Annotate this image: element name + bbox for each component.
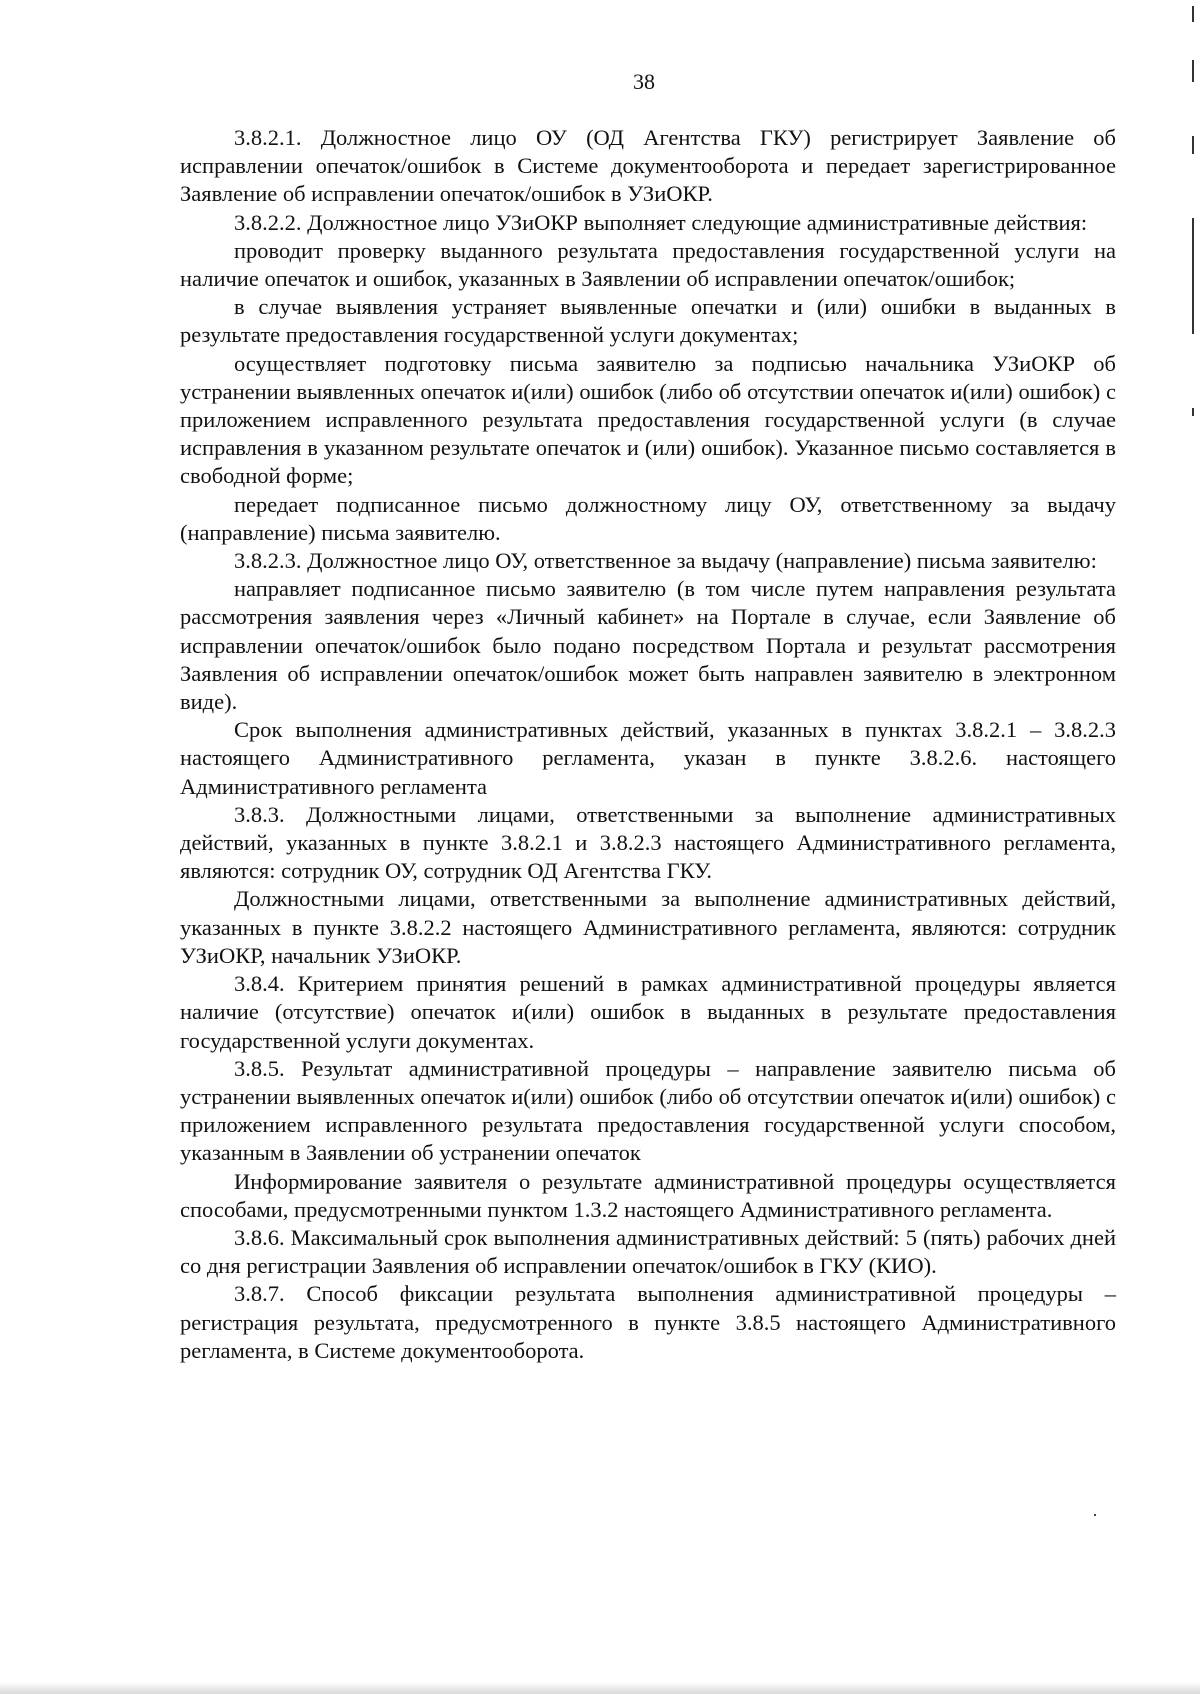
scan-edge-mark	[1192, 6, 1194, 22]
page-number: 38	[633, 69, 655, 94]
paragraph-3-8-3: 3.8.3. Должностными лицами, ответственными за выполнение административных действий, указанных в пункте 3.8.2.1 и 3.8.2.3 настоящего Административного регламента, являются: сотрудник ОУ, сотрудник ОД Агентства ГКУ.	[180, 801, 1116, 884]
paragraph-send-letter: направляет подписанное письмо заявителю (в том числе путем направления результата рассмотрения заявления через «Личный кабинет» на Портале в случае, если Заявление об исправлении опечаток/ошибок было подано посредством Портала и результат рассмотрения Заявления об исправлении опечаток/ошибок может быть направлен заявителю в электронном виде).	[180, 576, 1116, 715]
scan-edge-mark	[1192, 408, 1194, 416]
paragraph-3-8-7: 3.8.7. Способ фиксации результата выполнения административной процедуры – регистрация результата, предусмотренного в пункте 3.8.5 настоящего Административного регламента, в Системе документооборота.	[180, 1281, 1116, 1363]
paragraph-fix-errors: в случае выявления устраняет выявленные опечатки и (или) ошибки в выданных в результате предоставления государственной услуги документах;	[180, 294, 1116, 348]
paragraph-deadline: Срок выполнения административных действий, указанных в пунктах 3.8.2.1 – 3.8.2.3 настоящего Административного регламента, указан в пункте 3.8.2.6. настоящего Административного регламента	[180, 717, 1116, 799]
paragraph-3-8-2-3: 3.8.2.3. Должностное лицо ОУ, ответственное за выдачу (направление) письма заявителю:	[234, 548, 1097, 574]
scan-edge-mark	[1192, 136, 1194, 154]
paragraph-3-8-2-1: 3.8.2.1. Должностное лицо ОУ (ОД Агентства ГКУ) регистрирует Заявление об исправлении опечаток/ошибок в Системе документооборота и передает зарегистрированное Заявление об исправлении опечаток/ошибок в УЗиОКР.	[180, 125, 1116, 207]
document-body	[180, 124, 1116, 1365]
paragraph-3-8-6: 3.8.6. Максимальный срок выполнения административных действий: 5 (пять) рабочих дней со дня регистрации Заявления об исправлении опечаток/ошибок в ГКУ (КИО).	[180, 1224, 1116, 1279]
paragraph-check-result: проводит проверку выданного результата предоставления государственной услуги на наличие опечаток и ошибок, указанных в Заявлении об исправлении опечаток/ошибок;	[180, 237, 1116, 292]
paragraph-3-8-5: 3.8.5. Результат административной процедуры – направление заявителю письма об устранении выявленных опечаток и(или) ошибок (либо об отсутствии опечаток и(или) ошибок) с приложением исправленного результата предоставления государственной услуги способом, указанным в Заявлении об устранении опечаток	[180, 1055, 1116, 1166]
paragraph-informing: Информирование заявителя о результате административной процедуры осуществляется способами, предусмотренными пунктом 1.3.2 настоящего Административного регламента.	[180, 1168, 1116, 1222]
scan-edge-mark	[1192, 218, 1194, 334]
paragraph-3-8-4: 3.8.4. Критерием принятия решений в рамках административной процедуры является наличие (отсутствие) опечаток и(или) ошибок в выданных в результате предоставления государственной услуги документах.	[180, 971, 1116, 1053]
paragraph-pass-letter: передает подписанное письмо должностному лицу ОУ, ответственному за выдачу (направление) письма заявителю.	[180, 491, 1116, 545]
paragraph-prepare-letter: осуществляет подготовку письма заявителю за подписью начальника УЗиОКР об устранении выявленных опечаток и(или) ошибок (либо об отсутствии опечаток и(или) ошибок) с приложением исправленного результата предоставления государственной услуги (в случае исправления в указанном результате опечаток и (или) ошибок). Указанное письмо составляется в свободной форме;	[180, 350, 1116, 489]
scan-bottom-shadow	[0, 1682, 1200, 1694]
scan-dot	[1094, 1514, 1096, 1516]
paragraph-responsible-officials: Должностными лицами, ответственными за выполнение административных действий, указанных в пункте 3.8.2.2 настоящего Административного регламента, являются: сотрудник УЗиОКР, начальник УЗиОКР.	[180, 886, 1116, 968]
scan-edge-mark	[1192, 60, 1194, 82]
paragraph-3-8-2-2: 3.8.2.2. Должностное лицо УЗиОКР выполняет следующие административные действия:	[234, 209, 1088, 235]
